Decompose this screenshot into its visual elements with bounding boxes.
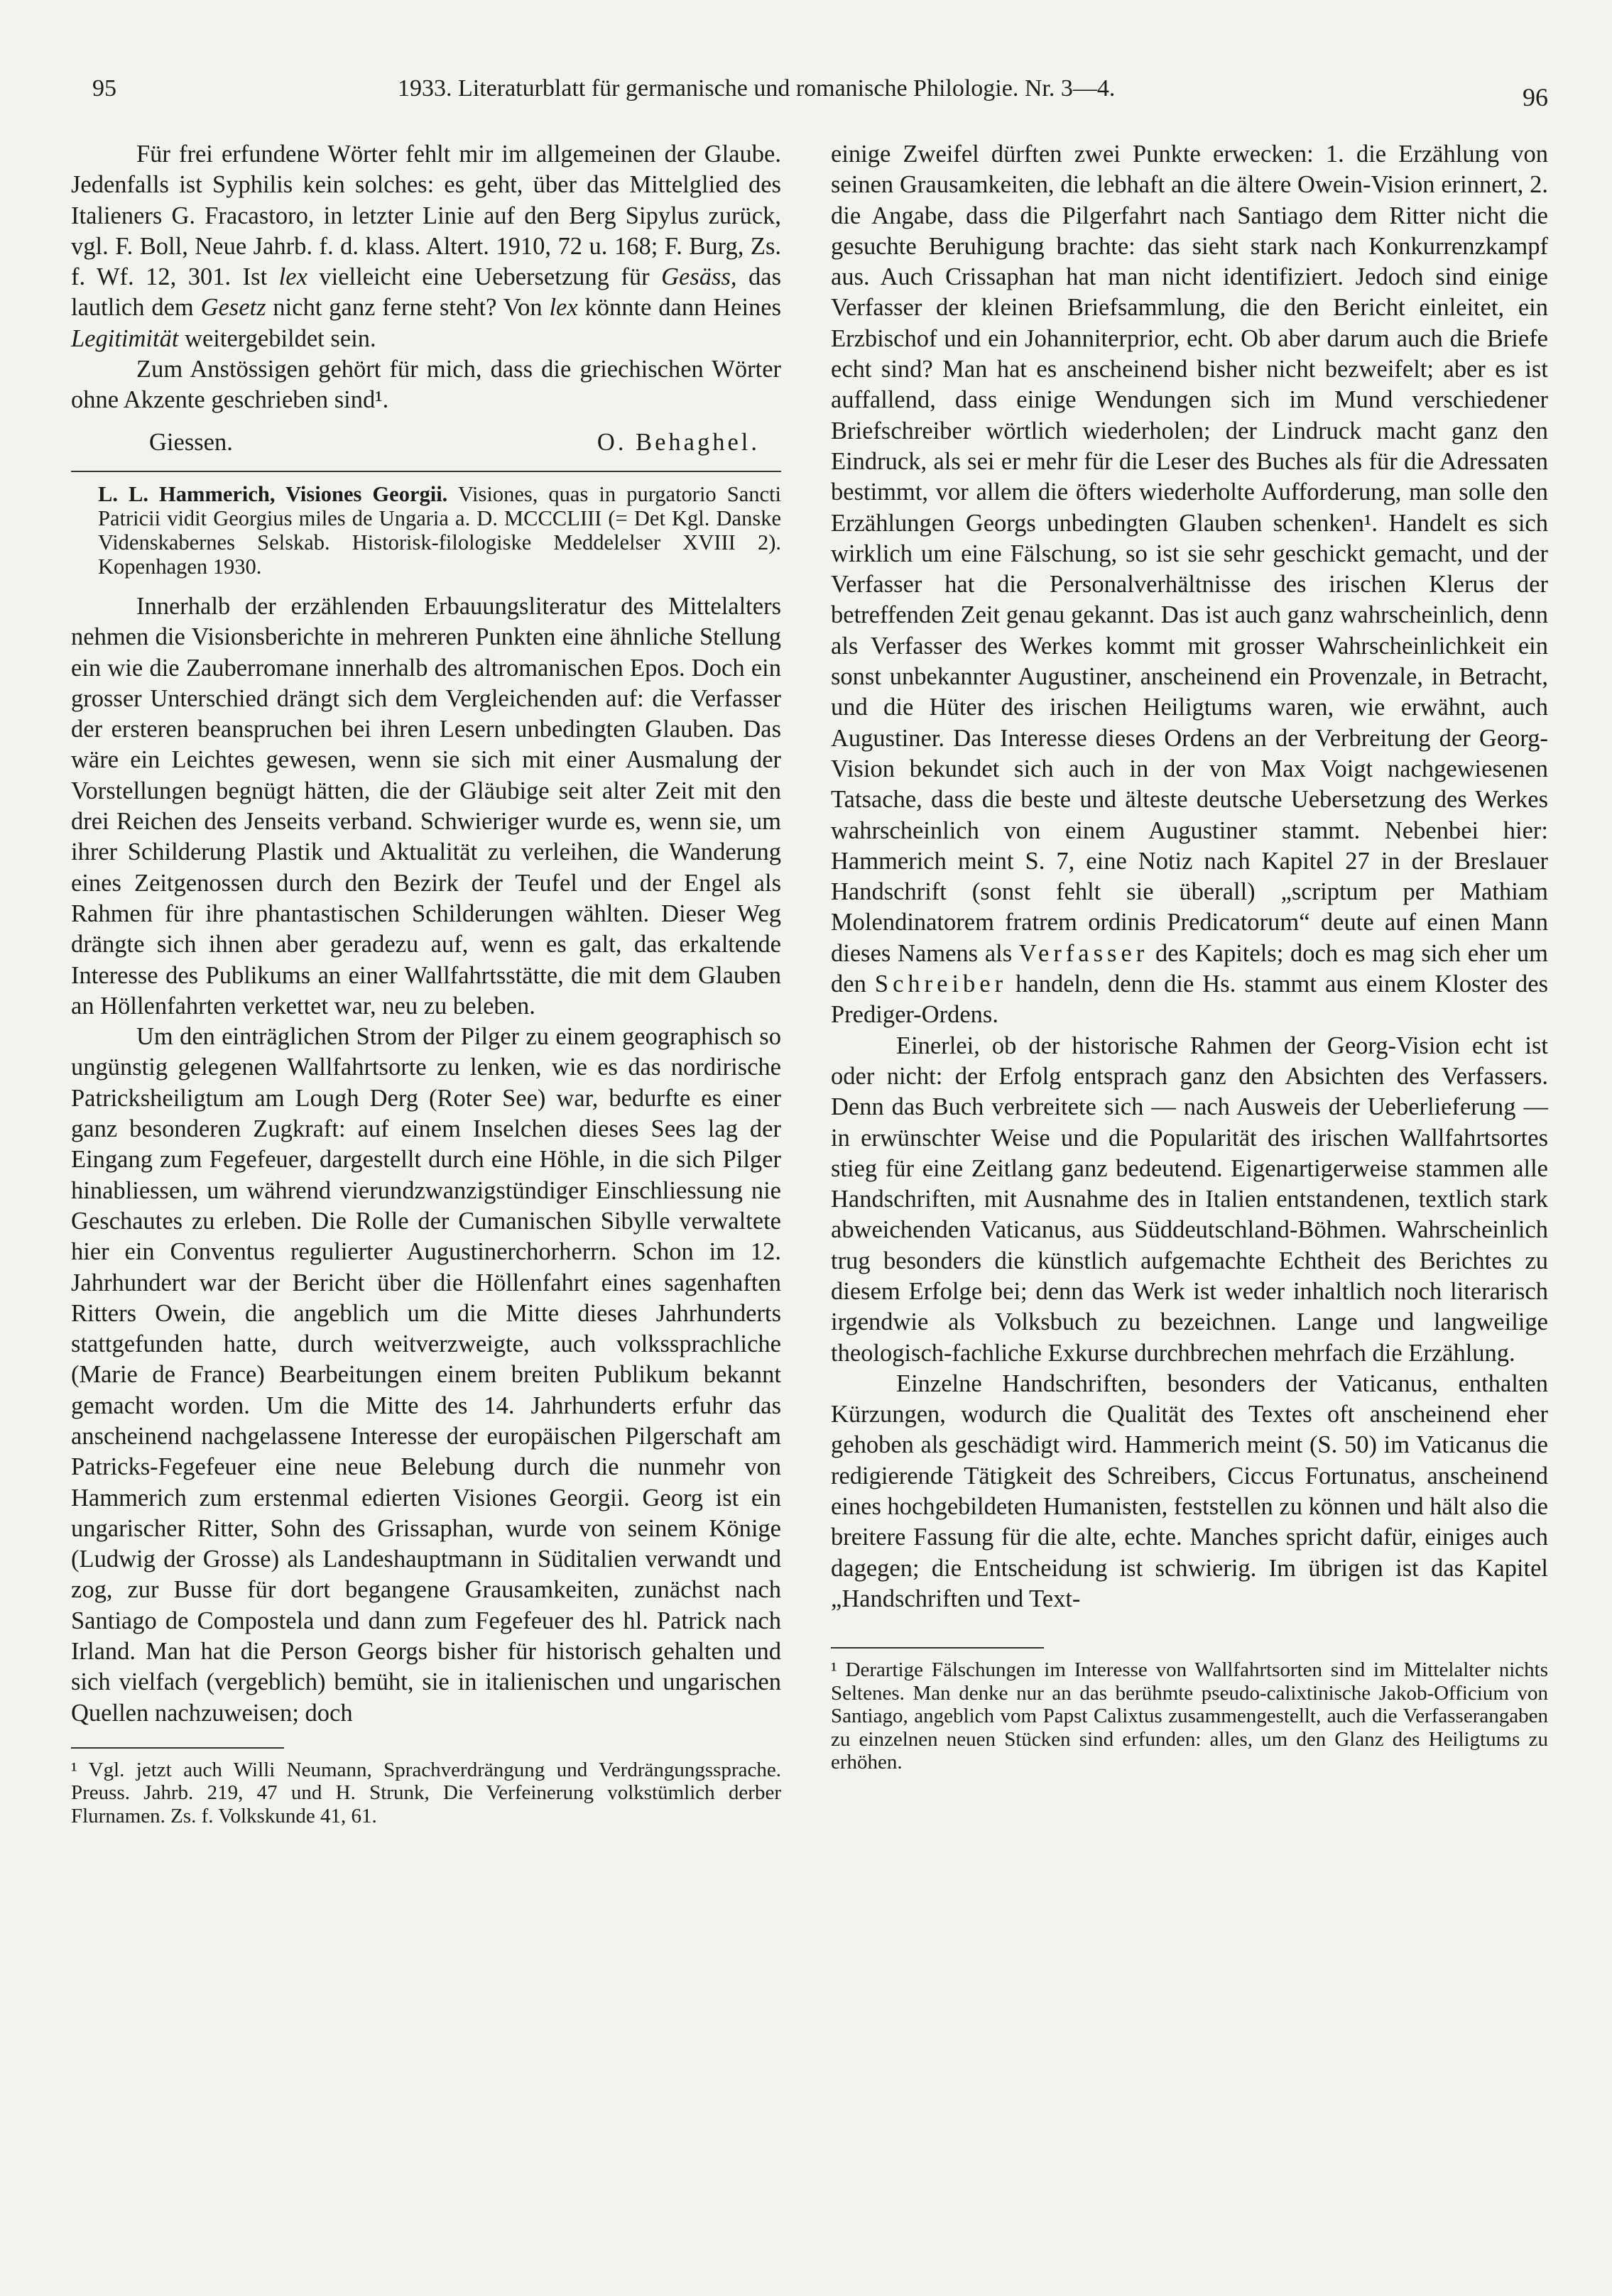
footnote: ¹ Derartige Fälschungen im Interesse von Wallfahrtsorten sind im Mittelalter nichts Seltenes. Man denke nur an das berühmte pseudo-calixtinische Jakob-Officium von Santiago, angeblich vom Papst Calixtus zusammengestellt, auch die Verfasserangaben zu einzelnen neuen Stücken sind erfunden: alles, um den Glanz des Heiligtums zu erhöhen. (831, 1658, 1548, 1774)
paragraph: Einerlei, ob der historische Rahmen der Georg-Vision echt ist oder nicht: der Erfolg entsprach ganz den Absichten des Verfassers. Denn das Buch verbreitete sich — nach Ausweis der Ueberlieferung — in erwünschter Weise und die Popularität des irischen Wallfahrtsortes stieg für eine Zeitlang ganz bedeutend. Eigenartigerweise stammen alle Handschriften, mit Ausnahme des in Italien entstandenen, textlich stark abweichenden Vaticanus, aus Süddeutschland-Böhmen. Wahrscheinlich trug besonders die künstlich aufgemachte Echtheit des Berichtes zu diesem Erfolge bei; denn das Werk ist weder inhaltlich noch literarisch irgendwie als Volksbuch zu bezeichnen. Lange und langweilige theologisch-fachliche Exkurse durchbrechen mehrfach die Erzählung. (831, 1032, 1548, 1367)
section-divider (71, 471, 781, 472)
paragraph: Für frei erfundene Wörter fehlt mir im allgemeinen der Glaube. Jedenfalls ist Syphilis kein solches: es geht, über das Mittelglied des Italieners G. Fracastoro, in letzter Linie auf den Berg Sipylus zurück, vgl. F. Boll, Neue Jahrb. f. d. klass. Altert. 1910, 72 u. 168; F. Burg, Zs. f. Wf. 12, 301. Ist lex vielleicht eine Uebersetzung für Gesäss, das lautlich dem Gesetz nicht ganz ferne steht? Von lex könnte dann Heines Legitimität weitergebildet sein. (71, 141, 782, 352)
paragraph: Zum Anstössigen gehört für mich, dass die griechischen Wörter ohne Akzente geschrieben sind¹. (71, 356, 781, 414)
signature-line (71, 427, 781, 458)
page-number-right: 96 (1523, 83, 1548, 111)
paragraph: Einzelne Handschriften, besonders der Vaticanus, enthalten Kürzungen, wodurch die Qualität des Textes oft anscheinend eher gehoben als geschädigt wird. Hammerich meint (S. 50) im Vaticanus die redigierende Tätigkeit des Schreibers, Ciccus Fortunatus, anscheinend eines hochgebildeten Humanisten, feststellen zu können und hält also die breitere Fassung für die alte, echte. Manches spricht dafür, einiges auch dagegen; die Entscheidung ist schwierig. Im übrigen ist das Kapitel „Handschriften und Text- (831, 1370, 1548, 1612)
review-heading (71, 482, 781, 579)
right-column (831, 139, 1548, 1774)
paragraph: Innerhalb der erzählenden Erbauungsliteratur des Mittelalters nehmen die Visionsberichte in mehreren Punkten eine ähnliche Stellung ein wie die Zauberromane innerhalb des altromanischen Epos. Doch ein grosser Unterschied drängt sich dem Vergleichenden auf: die Verfasser der ersteren beanspruchen bei ihren Lesern unbedingten Glauben. Das wäre ein Leichtes gewesen, wenn sie sich mit einer Ausmalung der Vorstellungen begnügt hätten, die der Gläubige seit alter Zeit mit den drei Reichen des Jenseits verband. Schwieriger wurde es, wenn sie, um ihrer Schilderung Plastik und Aktualität zu verleihen, die Wanderung eines Zeitgenossen durch den Bezirk der Teufel und der Engel als Rahmen für ihre phantastischen Schilderungen wählten. Dieser Weg drängte sich ihnen aber geradezu auf, wenn es galt, das erkaltende Interesse des Publikums an einer Wallfahrtsstätte, die mit dem Glauben an Höllenfahrten verkettet war, neu zu beleben. (71, 592, 781, 1019)
running-header (92, 70, 1548, 112)
page-number-left: 95 (92, 75, 116, 102)
paragraph: Um den einträglichen Strom der Pilger zu einem geographisch so ungünstig gelegenen Wallfahrtsorte zu lenken, wie es das nordirische Patricksheiligtum am Lough Derg (Roter See) war, bedurfte es einer ganz besonderen Zugkraft: auf einem Inselchen dieses Sees lag der Eingang zum Fegefeuer, dargestellt durch eine Höhle, in die sich Pilger hinabliessen, um während vierundzwanzigstündiger Einschliessung nie Geschautes zu erleben. Die Rolle der Cumanischen Sibylle verwaltete hier ein Conventus regulierter Augustinerchorherrn. Schon im 12. Jahrhundert war der Bericht über die Höllenfahrt eines sagenhaften Ritters Owein, die angeblich um die Mitte dieses Jahrhunderts stattgefunden hatte, durch weitverzweigte, auch volkssprachliche (Marie de France) Bearbeitungen einem breiten Publikum bekannt gemacht worden. Um die Mitte des 14. Jahrhunderts erfuhr das anscheinend nachgelassene Interesse der europäischen Pilgerschaft am Patricks-Fegefeuer eine neue Belebung durch die nunmehr von Hammerich zum erstenmal edierten Visiones Georgii. Georg ist ein ungarischer Ritter, Sohn des Grissaphan, wurde von seinem Könige (Ludwig der Grosse) als Landeshauptmann in Süditalien verwandt und zog, zur Busse für dort begangene Grausamkeiten, zunächst nach Santiago de Compostela und dann zum Fegefeuer des hl. Patrick nach Irland. Man hat die Person Georgs bisher für historisch gehalten und sich vielfach (vergeblich) bemüht, sie in italienischen und ungarischen Quellen nachzuweisen; doch (71, 1023, 781, 1727)
left-column (71, 139, 781, 1827)
paragraph: einige Zweifel dürften zwei Punkte erwecken: 1. die Erzählung von seinen Grausamkeiten, die lebhaft an die ältere Owein-Vision erinnert, 2. die Angabe, dass die Pilgerfahrt nach Santiago dem Ritter nicht die gesuchte Beruhigung brachte: das sieht stark nach Konkurrenzkampf aus. Auch Crissaphan hat man nicht identifiziert. Jedoch sind einige Verfasser der kleinen Briefsammlung, die den Bericht einleitet, ein Erzbischof und ein Johanniterprior, echt. Ob aber darum auch die Briefe echt sind? Man hat es anscheinend bisher nicht bezweifelt; aber es ist auffallend, dass einige Wendungen sich im Mund verschiedener Briefschreiber wörtlich wiederholen; der Lindruck macht ganz den Eindruck, als sei er mehr für die Leser des Buches als für die Adressaten bestimmt, vor allem die öfters wiederholte Aufforderung, man solle den Erzählungen Georgs unbedingten Glauben schenken¹. Handelt es sich wirklich um eine Fälschung, so ist sie sehr geschickt gemacht, und der Verfasser hat die Personalverhältnisse des irischen Klerus der betreffenden Zeit genau gekannt. Das ist auch ganz wahrscheinlich, denn als Verfasser des Werkes kommt mit grosser Wahrscheinlichkeit ein sonst unbekannter Augustiner, anscheinend ein Provenzale, in Betracht, und die Hüter des irischen Heiligtums waren, wie erwähnt, auch Augustiner. Das Interesse dieses Ordens an der Verbreitung der Georg-Vision bekundet sich auch in der von Max Voigt nachgewiesenen Tatsache, dass die beste und älteste deutsche Uebersetzung des Werkes wahrscheinlich von einem Augustiner stammt. Nebenbei hier: Hammerich meint S. 7, eine Notiz nach Kapitel 27 in der Breslauer Handschrift (sonst fehlt sie überall) „scriptum per Mathiam Molendinatorem fratrem ordinis Predicatorum“ deute auf einen Mann dieses Namens als Verfasser des Kapitels; doch es mag sich eher um den Schreiber handeln, denn die Hs. stammt aus einem Kloster des Prediger-Ordens. (831, 141, 1549, 1029)
footnote: ¹ Vgl. jetzt auch Willi Neumann, Sprachverdrängung und Verdrängungssprache. Preuss. Jahrb. 219, 47 und H. Strunk, Die Verfeinerung volkstümlich derber Flurnamen. Zs. f. Volkskunde 41, 61. (71, 1758, 781, 1827)
footnote-divider (831, 1647, 1044, 1649)
footnote-divider (71, 1747, 284, 1749)
review-bibliography: Visiones, quas in purgatorio Sancti Patricii vidit Georgius miles de Ungaria a. D. MCCCLIII (= Det Kgl. Danske Videnskabernes Selskab. Historisk-filologiske Meddelelser XVIII 2). Kopenhagen 1930. (98, 481, 781, 579)
signature-place: Giessen. (149, 428, 233, 456)
signature-name: O. Behaghel. (597, 428, 760, 456)
journal-title: 1933. Literaturblatt für germanische und romanische Philologie. Nr. 3—4. (398, 75, 1116, 102)
review-author-title: L. L. Hammerich, Visiones Georgii. (98, 481, 448, 506)
